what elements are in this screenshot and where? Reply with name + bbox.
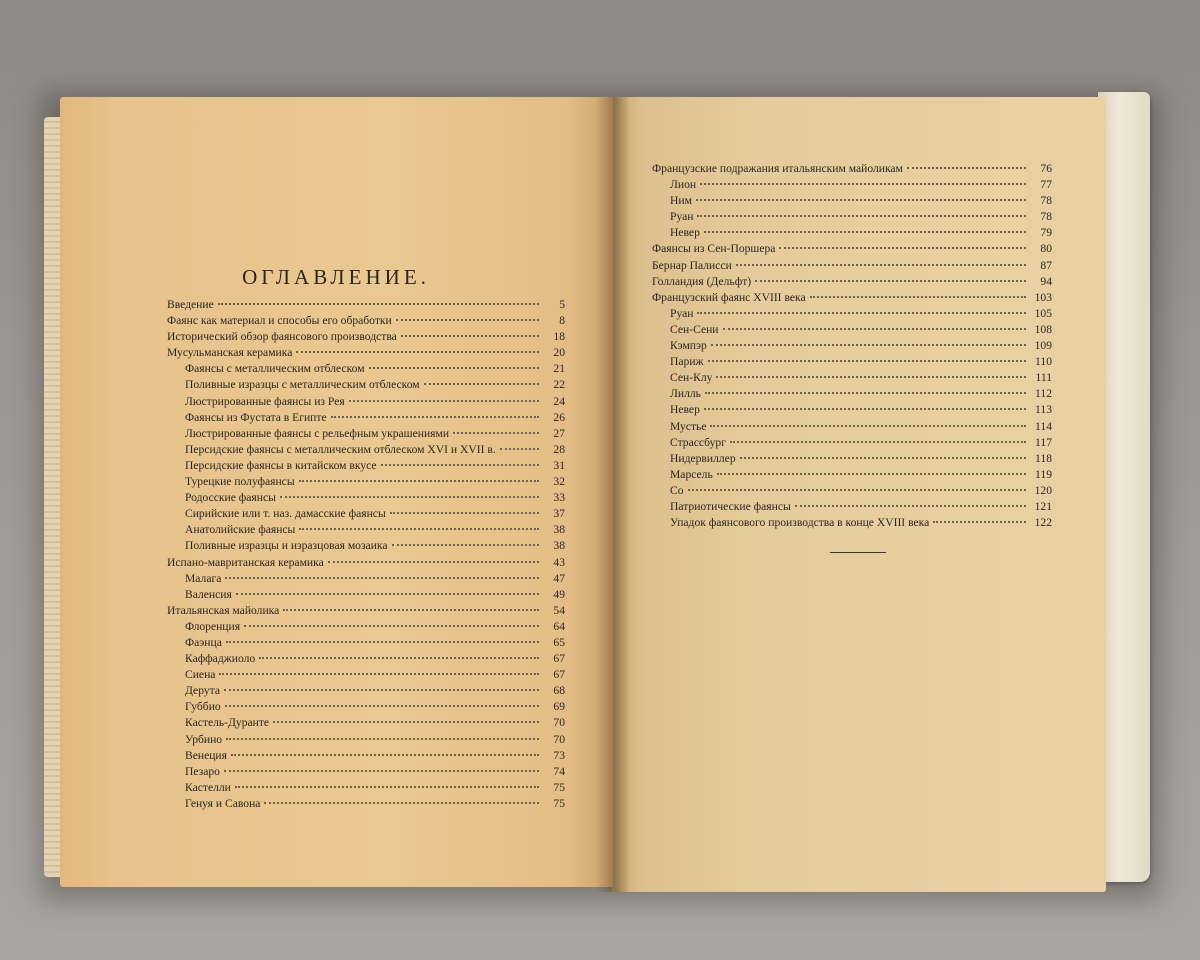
toc-entry-page-number: 113: [1035, 403, 1052, 417]
toc-entry-title: Упадок фаянсового производства в конце XVIII века: [670, 516, 930, 530]
toc-entry-page-number: 122: [1034, 516, 1052, 530]
toc-entry: [167, 329, 565, 345]
toc-entry-title: Марсель: [670, 467, 713, 481]
toc-entry: [167, 538, 565, 554]
dot-leader: [704, 231, 1026, 233]
toc-entry-page-number: 110: [1035, 355, 1052, 369]
toc-entry-page-number: 78: [1040, 194, 1052, 208]
dot-leader: [283, 609, 539, 611]
dot-leader: [736, 264, 1026, 266]
toc-entry: [167, 474, 565, 490]
toc-entry: [167, 764, 565, 780]
dot-leader: [236, 593, 539, 595]
toc-entry: [167, 748, 565, 764]
toc-entry: [652, 338, 1052, 354]
toc-entry-page-number: 103: [1034, 290, 1052, 304]
section-divider: [830, 552, 886, 553]
toc-entry: [652, 354, 1052, 370]
toc-entry: [167, 377, 565, 393]
toc-entry: [167, 635, 565, 651]
toc-entry-page-number: 112: [1035, 387, 1052, 401]
toc-entry: [652, 402, 1052, 418]
toc-entry-title: Дерута: [185, 684, 220, 698]
toc-list-left: [167, 297, 565, 812]
toc-entry: [652, 451, 1052, 467]
toc-entry-title: Голландия (Дельфт): [652, 274, 752, 288]
toc-entry-title: Ним: [670, 194, 692, 208]
toc-entry-page-number: 67: [553, 652, 565, 666]
dot-leader: [424, 383, 539, 385]
toc-entry-page-number: 114: [1035, 419, 1052, 433]
toc-entry-title: Анатолийские фаянсы: [185, 523, 296, 537]
toc-entry: [167, 732, 565, 748]
toc-entry-title: Сен-Клу: [670, 371, 713, 385]
toc-entry-title: Париж: [670, 355, 704, 369]
toc-entry-page-number: 5: [559, 298, 565, 311]
toc-entry: [652, 483, 1052, 499]
toc-entry-title: Кастелли: [185, 780, 231, 794]
toc-entry-page-number: 33: [553, 491, 565, 505]
toc-entry: [167, 651, 565, 667]
toc-entry-page-number: 26: [553, 410, 565, 424]
toc-entry-page-number: 73: [553, 748, 565, 762]
toc-entry-page-number: 75: [553, 796, 565, 810]
toc-entry-title: Поливные изразцы с металлическим отблеском: [185, 378, 420, 392]
toc-entry-title: Урбино: [185, 732, 223, 746]
toc-entry-page-number: 22: [553, 378, 565, 392]
toc-entry-title: Поливные изразцы и изразцовая мозаика: [185, 539, 388, 553]
toc-entry: [652, 386, 1052, 402]
toc-entry-title: Фаянс как материал и способы его обработки: [167, 314, 392, 328]
toc-entry-page-number: 75: [553, 780, 565, 794]
toc-entry-title: Венеция: [185, 748, 227, 762]
toc-entry-title: Фаянсы из Сен-Поршера: [652, 242, 776, 256]
dot-leader: [244, 625, 539, 627]
toc-entry: [167, 426, 565, 442]
dot-leader: [700, 183, 1026, 185]
toc-entry: [652, 419, 1052, 435]
toc-entry-page-number: 105: [1034, 306, 1052, 320]
toc-entry-title: Исторический обзор фаянсового производства: [167, 330, 397, 344]
toc-entry-title: Испано-мавританская керамика: [167, 555, 324, 569]
toc-entry: [167, 313, 565, 329]
toc-entry-title: Сирийские или т. наз. дамасские фаянсы: [185, 507, 386, 521]
toc-entry: [167, 361, 565, 377]
toc-entry-title: Флоренция: [185, 619, 241, 633]
toc-entry-page-number: 78: [1040, 210, 1052, 224]
toc-entry-page-number: 77: [1040, 178, 1052, 192]
toc-entry: [652, 499, 1052, 515]
dot-leader: [717, 473, 1026, 475]
toc-entry-page-number: 67: [553, 668, 565, 682]
toc-entry: [167, 715, 565, 731]
toc-entry-title: Родосские фаянсы: [185, 491, 276, 505]
dot-leader: [226, 738, 539, 740]
toc-entry: [652, 258, 1052, 274]
dot-leader: [224, 770, 539, 772]
toc-entry: [652, 515, 1052, 531]
toc-entry-title: Кастель-Дуранте: [185, 716, 270, 730]
dot-leader: [369, 367, 539, 369]
toc-entry: [652, 161, 1052, 177]
dot-leader: [500, 448, 539, 450]
toc-entry-title: Фаэнца: [185, 635, 222, 649]
dot-leader: [331, 416, 539, 418]
toc-entry-title: Фаянсы из Фустата в Египте: [185, 410, 327, 424]
dot-leader: [225, 705, 539, 707]
dot-leader: [224, 689, 539, 691]
toc-entry: [167, 555, 565, 571]
dot-leader: [453, 432, 539, 434]
toc-entry-page-number: 64: [553, 619, 565, 633]
toc-entry-title: Итальянская майолика: [167, 603, 280, 617]
toc-entry-page-number: 54: [553, 603, 565, 617]
toc-entry-page-number: 68: [553, 684, 565, 698]
toc-entry-title: Генуя и Савона: [185, 796, 261, 810]
dot-leader: [779, 247, 1026, 249]
toc-entry: [652, 177, 1052, 193]
dot-leader: [264, 802, 539, 804]
toc-entry-page-number: 69: [553, 700, 565, 714]
toc-entry-page-number: 80: [1040, 242, 1052, 256]
toc-heading: ОГЛАВЛЕНИЕ.: [242, 265, 430, 289]
dot-leader: [401, 335, 539, 337]
toc-entry: [167, 571, 565, 587]
dot-leader: [226, 641, 539, 643]
toc-entry-page-number: 49: [553, 587, 565, 601]
toc-entry-title: Бернар Палисси: [652, 258, 732, 272]
toc-entry-page-number: 117: [1035, 435, 1052, 449]
dot-leader: [696, 199, 1026, 201]
toc-entry: [652, 274, 1052, 290]
toc-entry-page-number: 70: [553, 716, 565, 730]
left-page: [60, 97, 612, 887]
toc-entry-title: Кэмпэр: [670, 339, 707, 353]
dot-leader: [705, 392, 1026, 394]
dot-leader: [810, 296, 1026, 298]
toc-entry-title: Патриотические фаянсы: [670, 499, 791, 513]
toc-entry-page-number: 79: [1040, 226, 1052, 240]
toc-entry-title: Фаянсы с металлическим отблеском: [185, 362, 365, 376]
toc-entry-page-number: 120: [1034, 483, 1052, 497]
dot-leader: [218, 303, 539, 305]
dot-leader: [755, 280, 1026, 282]
toc-entry-page-number: 76: [1040, 162, 1052, 175]
toc-entry: [167, 780, 565, 796]
dot-leader: [381, 464, 539, 466]
toc-entry-page-number: 28: [553, 442, 565, 456]
dot-leader: [711, 344, 1026, 346]
right-page: [612, 97, 1106, 892]
toc-entry: [652, 370, 1052, 386]
dot-leader: [697, 215, 1026, 217]
dot-leader: [349, 400, 539, 402]
toc-entry: [652, 467, 1052, 483]
toc-entry-page-number: 118: [1035, 451, 1052, 465]
toc-entry-title: Руан: [670, 210, 694, 224]
toc-entry-title: Персидские фаянсы в китайском вкусе: [185, 458, 377, 472]
dot-leader: [299, 480, 539, 482]
toc-entry-title: Пезаро: [185, 764, 220, 778]
toc-entry-title: Персидские фаянсы с металлическим отблеском XVI и XVII в.: [185, 442, 496, 456]
toc-entry-page-number: 74: [553, 764, 565, 778]
toc-entry-title: Введение: [167, 298, 214, 311]
book-gutter: [596, 97, 630, 892]
dot-leader: [933, 521, 1026, 523]
toc-entry-title: Руан: [670, 306, 694, 320]
toc-entry-page-number: 108: [1034, 322, 1052, 336]
dot-leader: [704, 408, 1026, 410]
toc-entry-page-number: 94: [1040, 274, 1052, 288]
toc-entry: [167, 667, 565, 683]
toc-entry-page-number: 37: [553, 507, 565, 521]
dot-leader: [688, 489, 1026, 491]
toc-entry-title: Невер: [670, 403, 700, 417]
dot-leader: [697, 312, 1026, 314]
toc-entry-page-number: 111: [1035, 371, 1052, 385]
toc-entry-title: Каффаджиоло: [185, 652, 256, 666]
toc-entry-title: Со: [670, 483, 684, 497]
dot-leader: [723, 328, 1026, 330]
toc-entry: [652, 306, 1052, 322]
toc-entry-page-number: 18: [553, 330, 565, 344]
dot-leader: [795, 505, 1026, 507]
toc-entry: [652, 193, 1052, 209]
toc-entry: [652, 435, 1052, 451]
toc-entry-page-number: 27: [553, 426, 565, 440]
dot-leader: [392, 544, 540, 546]
toc-entry-page-number: 31: [553, 458, 565, 472]
toc-entry-title: Страссбург: [670, 435, 726, 449]
dot-leader: [390, 512, 539, 514]
toc-entry: [167, 506, 565, 522]
toc-entry-page-number: 109: [1034, 339, 1052, 353]
toc-entry-page-number: 24: [553, 394, 565, 408]
toc-entry: [652, 225, 1052, 241]
toc-entry-page-number: 38: [553, 539, 565, 553]
dot-leader: [716, 376, 1026, 378]
toc-entry-page-number: 21: [553, 362, 565, 376]
toc-entry: [167, 297, 565, 313]
dot-leader: [708, 360, 1026, 362]
toc-entry-title: Сиена: [185, 668, 216, 682]
toc-entry: [167, 522, 565, 538]
toc-entry-page-number: 8: [559, 314, 565, 328]
dot-leader: [299, 528, 539, 530]
toc-entry: [167, 394, 565, 410]
toc-entry-page-number: 32: [553, 475, 565, 489]
dot-leader: [219, 673, 539, 675]
dot-leader: [231, 754, 539, 756]
toc-entry: [652, 290, 1052, 306]
dot-leader: [740, 457, 1026, 459]
dot-leader: [235, 786, 539, 788]
toc-entry: [167, 345, 565, 361]
toc-entry-page-number: 43: [553, 555, 565, 569]
dot-leader: [273, 721, 539, 723]
dot-leader: [225, 577, 539, 579]
toc-entry: [167, 587, 565, 603]
toc-entry: [652, 322, 1052, 338]
dot-leader: [280, 496, 539, 498]
toc-entry: [167, 796, 565, 812]
toc-list-right: [652, 161, 1052, 531]
toc-entry-title: Малага: [185, 571, 222, 585]
toc-entry-page-number: 47: [553, 571, 565, 585]
toc-entry-title: Валенсия: [185, 587, 232, 601]
toc-entry-title: Лилль: [670, 387, 701, 401]
toc-entry-page-number: 70: [553, 732, 565, 746]
toc-entry: [167, 683, 565, 699]
toc-entry: [167, 410, 565, 426]
toc-entry-title: Французские подражания итальянским майоликам: [652, 162, 903, 175]
toc-entry-title: Мустье: [670, 419, 707, 433]
toc-entry-title: Турецкие полуфаянсы: [185, 475, 295, 489]
dot-leader: [907, 167, 1026, 169]
toc-entry-title: Лион: [670, 178, 697, 192]
toc-entry-page-number: 119: [1035, 467, 1052, 481]
dot-leader: [710, 425, 1026, 427]
toc-entry-page-number: 87: [1040, 258, 1052, 272]
toc-entry: [167, 603, 565, 619]
toc-entry-page-number: 38: [553, 523, 565, 537]
dot-leader: [396, 319, 539, 321]
toc-entry: [652, 209, 1052, 225]
toc-entry-title: Нидервиллер: [670, 451, 736, 465]
toc-entry-title: Невер: [670, 226, 700, 240]
dot-leader: [259, 657, 539, 659]
toc-entry: [167, 458, 565, 474]
toc-entry: [167, 619, 565, 635]
toc-entry-page-number: 20: [553, 346, 565, 360]
toc-entry: [167, 490, 565, 506]
toc-entry-title: Люстрированные фаянсы из Рея: [185, 394, 345, 408]
toc-entry-page-number: 121: [1034, 499, 1052, 513]
toc-entry: [652, 241, 1052, 257]
toc-entry-title: Губбио: [185, 700, 221, 714]
dot-leader: [296, 351, 539, 353]
dot-leader: [328, 561, 539, 563]
toc-entry: [167, 699, 565, 715]
toc-entry-title: Французский фаянс XVIII века: [652, 290, 806, 304]
toc-entry-title: Сен-Сени: [670, 322, 719, 336]
toc-entry-page-number: 65: [553, 635, 565, 649]
toc-entry-title: Люстрированные фаянсы с рельефным украшениями: [185, 426, 450, 440]
dot-leader: [730, 441, 1026, 443]
toc-entry-title: Мусульманская керамика: [167, 346, 293, 360]
toc-entry: [167, 442, 565, 458]
